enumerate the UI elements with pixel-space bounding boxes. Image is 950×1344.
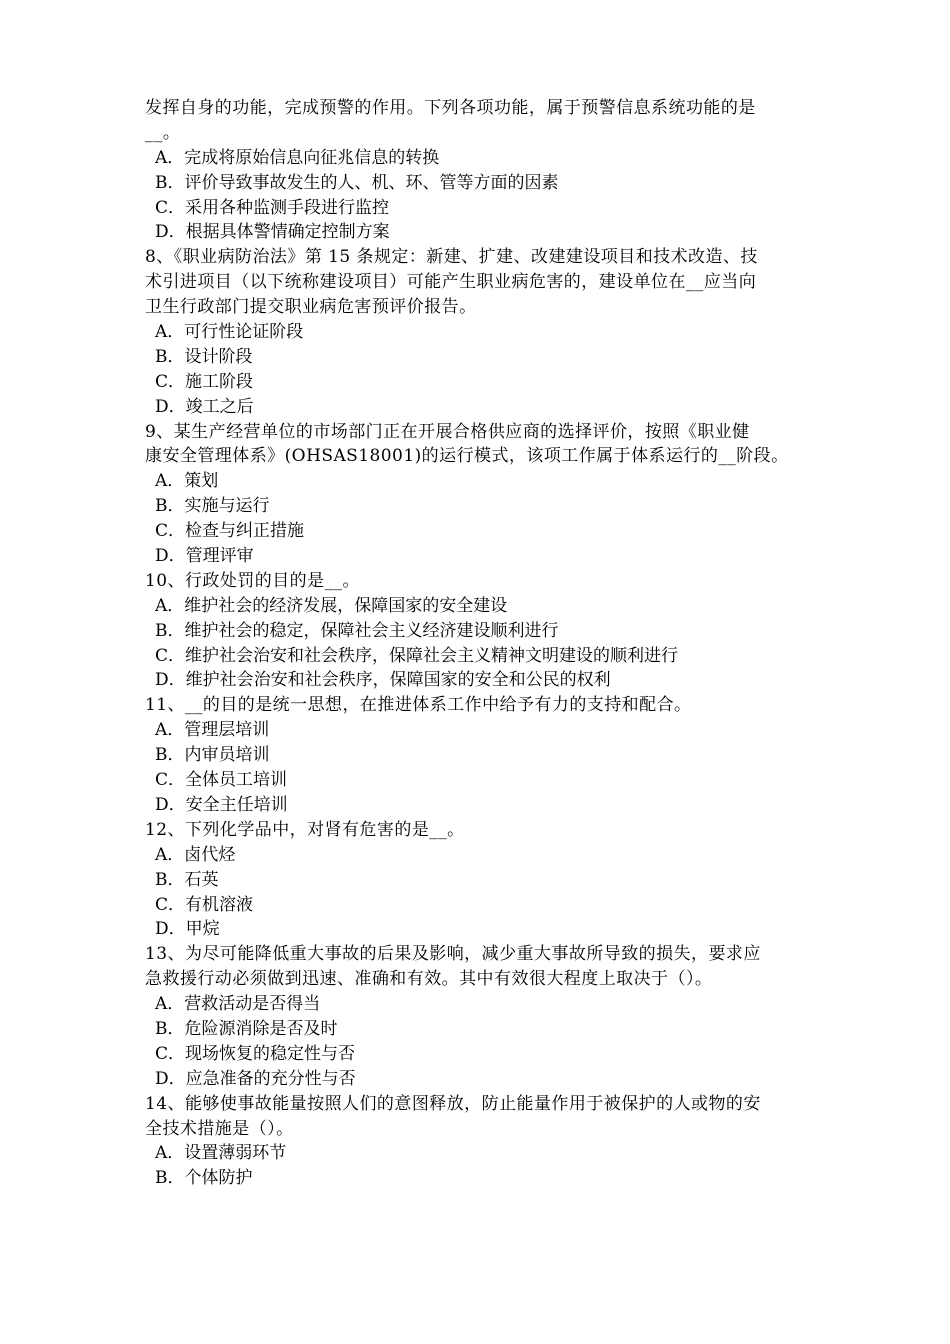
answer-option: B．设计阶段: [155, 346, 253, 367]
question-stem-line: __。: [145, 122, 181, 143]
answer-option: A．卤代烃: [155, 844, 236, 865]
answer-option: C．采用各种监测手段进行监控: [155, 197, 390, 218]
question-stem-line: 急救援行动必须做到迅速、准确和有效。其中有效很大程度上取决于（）。: [145, 969, 713, 990]
question-stem-line: 13、为尽可能降低重大事故的后果及影响，减少重大事故所导致的损失，要求应: [145, 944, 761, 965]
answer-option: B．维护社会的稳定，保障社会主义经济建设顺利进行: [155, 620, 559, 641]
answer-option: A．管理层培训: [155, 720, 270, 741]
answer-option: D．管理评审: [155, 546, 254, 567]
answer-option: A．维护社会的经济发展，保障国家的安全建设: [155, 595, 508, 616]
answer-option: D．安全主任培训: [155, 794, 288, 815]
answer-option: B．石英: [155, 869, 219, 890]
answer-option: C．现场恢复的稳定性与否: [155, 1043, 356, 1064]
answer-option: C．施工阶段: [155, 371, 254, 392]
answer-option: B．评价导致事故发生的人、机、环、管等方面的因素: [155, 172, 559, 193]
question-stem-line: 发挥自身的功能，完成预警的作用。下列各项功能，属于预警信息系统功能的是: [145, 98, 756, 118]
answer-option: B．内审员培训: [155, 745, 270, 766]
question-stem-line: 11、__的目的是统一思想，在推进体系工作中给予有力的支持和配合。: [145, 695, 692, 716]
answer-option: D．甲烷: [155, 919, 220, 940]
question-stem-line: 康安全管理体系》(OHSAS18001)的运行模式，该项工作属于体系运行的__阶段。: [145, 446, 789, 467]
answer-option: B．个体防护: [155, 1168, 253, 1189]
question-stem-line: 14、能够使事故能量按照人们的意图释放，防止能量作用于被保护的人或物的安: [145, 1093, 761, 1114]
answer-option: C．检查与纠正措施: [155, 521, 305, 542]
answer-option: A．策划: [155, 471, 219, 492]
answer-option: A．营救活动是否得当: [155, 994, 321, 1015]
answer-option: A．完成将原始信息向征兆信息的转换: [155, 147, 440, 168]
answer-option: D．根据具体警情确定控制方案: [155, 222, 390, 243]
exam-question-text: [145, 96, 810, 1191]
question-stem-line: 卫生行政部门提交职业病危害预评价报告。: [145, 297, 477, 318]
answer-option: D．应急准备的充分性与否: [155, 1068, 356, 1089]
answer-option: A．可行性论证阶段: [155, 322, 304, 343]
answer-option: C．全体员工培训: [155, 770, 288, 791]
question-stem-line: 9、某生产经营单位的市场部门正在开展合格供应商的选择评价，按照《职业健: [145, 421, 750, 442]
answer-option: C．有机溶液: [155, 894, 254, 915]
question-stem-line: 术引进项目（以下统称建设项目）可能产生职业病危害的，建设单位在__应当向: [145, 272, 757, 293]
question-stem-line: 10、行政处罚的目的是__。: [145, 570, 360, 591]
answer-option: A．设置薄弱环节: [155, 1143, 287, 1164]
answer-option: B．实施与运行: [155, 496, 270, 517]
answer-option: C．维护社会治安和社会秩序，保障社会主义精神文明建设的顺利进行: [155, 645, 679, 666]
answer-option: D．竣工之后: [155, 396, 254, 417]
question-stem-line: 12、下列化学品中，对肾有危害的是__。: [145, 819, 465, 840]
answer-option: B．危险源消除是否及时: [155, 1018, 338, 1039]
question-stem-line: 全技术措施是（）。: [145, 1118, 294, 1139]
answer-option: D．维护社会治安和社会秩序，保障国家的安全和公民的权利: [155, 670, 611, 691]
question-stem-line: 8、《职业病防治法》第 15 条规定：新建、扩建、改建建设项目和技术改造、技: [145, 247, 758, 268]
